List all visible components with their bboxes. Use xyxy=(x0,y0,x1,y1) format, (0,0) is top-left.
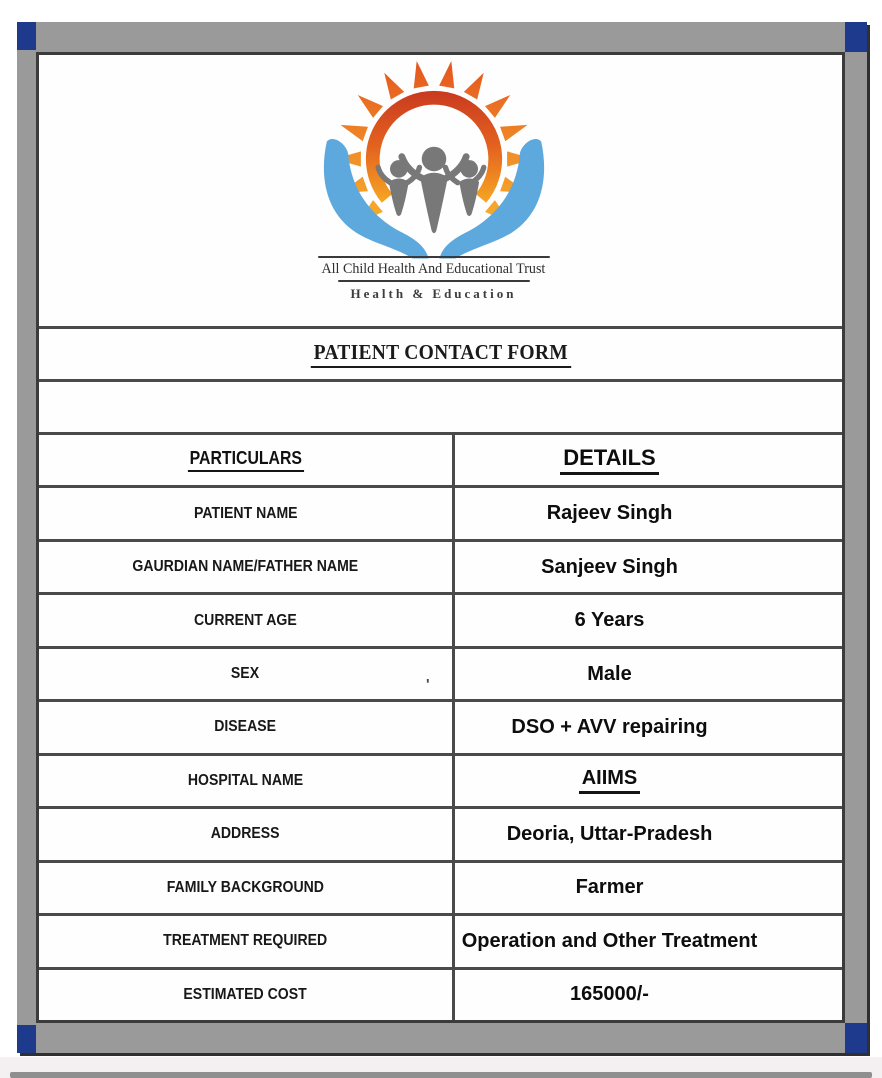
details-cell xyxy=(452,756,842,806)
table-row-family-background xyxy=(39,863,842,916)
particulars-cell xyxy=(39,809,452,859)
particulars-cell xyxy=(39,756,452,806)
particulars-header: PARTICULARS xyxy=(188,448,304,472)
frame-corner-bottom-left xyxy=(17,1025,36,1053)
details-cell xyxy=(452,970,842,1020)
details-cell xyxy=(452,863,842,913)
particulars-cell xyxy=(39,488,452,538)
row-value: Farmer xyxy=(575,876,644,899)
empty-row xyxy=(39,382,842,435)
document-content xyxy=(36,52,845,1023)
logo-text-block xyxy=(318,256,550,302)
row-label: GAURDIAN NAME/FATHER NAME xyxy=(132,558,359,576)
document-frame xyxy=(17,22,867,1053)
title-row xyxy=(39,329,842,382)
sun-hands-family-logo-icon xyxy=(319,61,549,260)
org-name: All Child Health And Educational Trust xyxy=(321,261,546,277)
particulars-cell xyxy=(39,916,452,966)
particulars-cell xyxy=(39,542,452,592)
frame-corner-top-right xyxy=(845,22,867,52)
table-header-row xyxy=(39,435,842,488)
row-value: Sanjeev Singh xyxy=(541,555,678,578)
table-row-treatment-required xyxy=(39,916,842,969)
row-value: Rajeev Singh xyxy=(546,502,673,525)
particulars-cell xyxy=(39,649,452,699)
details-cell xyxy=(452,809,842,859)
row-value: Deoria, Uttar-Pradesh xyxy=(506,822,713,845)
table-row-current-age xyxy=(39,595,842,648)
row-label: TREATMENT REQUIRED xyxy=(163,932,328,950)
row-label: DISEASE xyxy=(214,718,277,736)
row-label: SEX xyxy=(231,665,260,683)
row-value: AIIMS xyxy=(579,767,641,794)
row-value: Male xyxy=(587,662,632,685)
row-value: 6 Years xyxy=(574,609,645,632)
details-header: DETAILS xyxy=(560,445,658,475)
row-label: FAMILY BACKGROUND xyxy=(166,878,325,896)
table-row-sex xyxy=(39,649,842,702)
details-cell xyxy=(452,542,842,592)
particulars-cell xyxy=(39,595,452,645)
table-row-address xyxy=(39,809,842,862)
table-row-patient-name xyxy=(39,488,842,541)
table-row-hospital-name xyxy=(39,756,842,809)
stray-mark: ' xyxy=(426,676,430,693)
particulars-header-cell xyxy=(39,435,452,485)
details-header-cell xyxy=(452,435,842,485)
details-cell xyxy=(452,488,842,538)
row-value: DSO + AVV repairing xyxy=(511,715,708,738)
frame-corner-top-left xyxy=(17,22,36,50)
bottom-edge-shadow xyxy=(10,1072,872,1078)
particulars-cell xyxy=(39,970,452,1020)
details-cell xyxy=(452,649,842,699)
patient-table xyxy=(39,435,842,1020)
row-label: HOSPITAL NAME xyxy=(187,771,304,789)
page-title: PATIENT CONTACT FORM xyxy=(310,340,570,368)
details-cell xyxy=(452,916,842,966)
logo-section xyxy=(39,55,842,329)
logo-divider-bottom xyxy=(338,280,530,282)
frame-corner-bottom-right xyxy=(845,1023,867,1053)
row-label: PATIENT NAME xyxy=(193,504,298,522)
table-row-disease xyxy=(39,702,842,755)
table-row-estimated-cost xyxy=(39,970,842,1020)
row-value: Operation and Other Treatment xyxy=(461,929,758,952)
row-label: CURRENT AGE xyxy=(194,611,297,629)
particulars-cell xyxy=(39,702,452,752)
details-cell xyxy=(452,702,842,752)
row-label: ESTIMATED COST xyxy=(183,985,308,1003)
org-tagline: Health & Education xyxy=(350,286,517,302)
table-row-guardian-name xyxy=(39,542,842,595)
row-label: ADDRESS xyxy=(211,825,280,843)
row-value: 165000/- xyxy=(570,983,649,1006)
details-cell xyxy=(452,595,842,645)
particulars-cell xyxy=(39,863,452,913)
